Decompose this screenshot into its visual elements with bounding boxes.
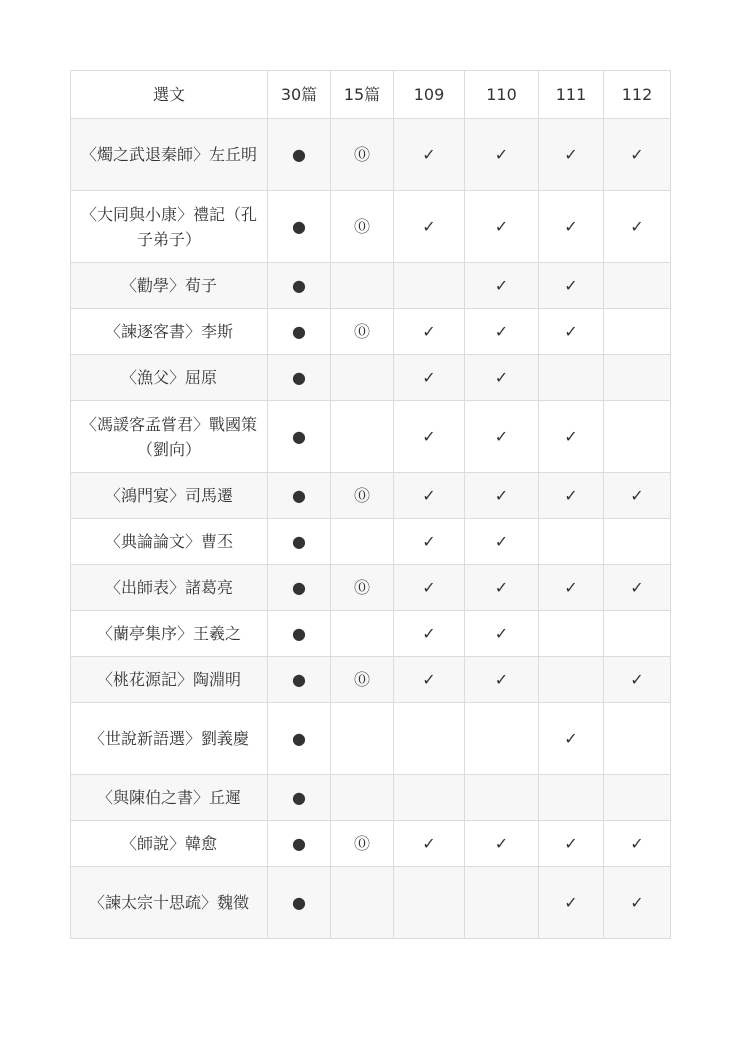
table-row — [71, 119, 671, 191]
circle-mark: ⓪ — [331, 309, 394, 355]
dot-mark: ● — [268, 775, 331, 821]
selection-title: 〈馮諼客孟嘗君〉戰國策（劉向） — [71, 401, 268, 473]
circle-mark: ⓪ — [331, 119, 394, 191]
empty-cell — [331, 703, 394, 775]
check-mark: ✓ — [604, 473, 671, 519]
table-row — [71, 775, 671, 821]
table-row — [71, 657, 671, 703]
empty-cell — [394, 775, 465, 821]
selection-title: 〈諫逐客書〉李斯 — [71, 309, 268, 355]
dot-mark: ● — [268, 519, 331, 565]
check-mark: ✓ — [539, 309, 604, 355]
empty-cell — [539, 775, 604, 821]
check-mark: ✓ — [465, 355, 539, 401]
check-mark: ✓ — [465, 657, 539, 703]
check-mark: ✓ — [465, 519, 539, 565]
dot-mark: ● — [268, 867, 331, 939]
empty-cell — [465, 703, 539, 775]
dot-mark: ● — [268, 355, 331, 401]
check-mark: ✓ — [604, 821, 671, 867]
selection-title: 〈出師表〉諸葛亮 — [71, 565, 268, 611]
selection-title: 〈桃花源記〉陶淵明 — [71, 657, 268, 703]
check-mark: ✓ — [394, 191, 465, 263]
column-header: 30篇 — [268, 71, 331, 119]
circle-mark: ⓪ — [331, 657, 394, 703]
empty-cell — [539, 657, 604, 703]
dot-mark: ● — [268, 119, 331, 191]
empty-cell — [331, 401, 394, 473]
check-mark: ✓ — [465, 263, 539, 309]
column-header: 111 — [539, 71, 604, 119]
check-mark: ✓ — [539, 565, 604, 611]
check-mark: ✓ — [394, 119, 465, 191]
check-mark: ✓ — [604, 565, 671, 611]
check-mark: ✓ — [394, 401, 465, 473]
circle-mark: ⓪ — [331, 191, 394, 263]
empty-cell — [394, 263, 465, 309]
selection-title: 〈勸學〉荀子 — [71, 263, 268, 309]
empty-cell — [331, 263, 394, 309]
table-row — [71, 519, 671, 565]
table-row — [71, 473, 671, 519]
empty-cell — [331, 355, 394, 401]
dot-mark: ● — [268, 263, 331, 309]
check-mark: ✓ — [604, 867, 671, 939]
dot-mark: ● — [268, 611, 331, 657]
empty-cell — [604, 775, 671, 821]
table-row — [71, 309, 671, 355]
check-mark: ✓ — [539, 821, 604, 867]
column-header: 15篇 — [331, 71, 394, 119]
table-row — [71, 703, 671, 775]
empty-cell — [539, 355, 604, 401]
dot-mark: ● — [268, 191, 331, 263]
table-row — [71, 401, 671, 473]
check-mark: ✓ — [394, 309, 465, 355]
empty-cell — [604, 611, 671, 657]
empty-cell — [331, 867, 394, 939]
check-mark: ✓ — [539, 703, 604, 775]
dot-mark: ● — [268, 401, 331, 473]
check-mark: ✓ — [539, 263, 604, 309]
empty-cell — [604, 309, 671, 355]
check-mark: ✓ — [394, 611, 465, 657]
check-mark: ✓ — [465, 191, 539, 263]
empty-cell — [539, 611, 604, 657]
selection-title: 〈蘭亭集序〉王羲之 — [71, 611, 268, 657]
dot-mark: ● — [268, 703, 331, 775]
dot-mark: ● — [268, 309, 331, 355]
empty-cell — [604, 703, 671, 775]
table-row — [71, 191, 671, 263]
check-mark: ✓ — [604, 191, 671, 263]
selection-title: 〈漁父〉屈原 — [71, 355, 268, 401]
empty-cell — [331, 519, 394, 565]
check-mark: ✓ — [465, 821, 539, 867]
check-mark: ✓ — [394, 821, 465, 867]
empty-cell — [539, 519, 604, 565]
table-row — [71, 263, 671, 309]
empty-cell — [604, 263, 671, 309]
circle-mark: ⓪ — [331, 821, 394, 867]
empty-cell — [604, 519, 671, 565]
check-mark: ✓ — [394, 657, 465, 703]
selection-title: 〈典論論文〉曹丕 — [71, 519, 268, 565]
empty-cell — [604, 355, 671, 401]
check-mark: ✓ — [465, 309, 539, 355]
dot-mark: ● — [268, 657, 331, 703]
check-mark: ✓ — [394, 473, 465, 519]
table-row — [71, 355, 671, 401]
check-mark: ✓ — [465, 401, 539, 473]
table-row — [71, 611, 671, 657]
empty-cell — [604, 401, 671, 473]
check-mark: ✓ — [539, 191, 604, 263]
header-row — [71, 71, 671, 119]
check-mark: ✓ — [465, 565, 539, 611]
empty-cell — [394, 703, 465, 775]
check-mark: ✓ — [465, 473, 539, 519]
dot-mark: ● — [268, 565, 331, 611]
column-header: 112 — [604, 71, 671, 119]
check-mark: ✓ — [394, 519, 465, 565]
check-mark: ✓ — [604, 119, 671, 191]
circle-mark: ⓪ — [331, 565, 394, 611]
table-row — [71, 821, 671, 867]
column-header: 110 — [465, 71, 539, 119]
selection-title: 〈諫太宗十思疏〉魏徵 — [71, 867, 268, 939]
selection-title: 〈師說〉韓愈 — [71, 821, 268, 867]
dot-mark: ● — [268, 821, 331, 867]
table-row — [71, 565, 671, 611]
column-header: 109 — [394, 71, 465, 119]
selection-title: 〈鴻門宴〉司馬遷 — [71, 473, 268, 519]
selection-title: 〈燭之武退秦師〉左丘明 — [71, 119, 268, 191]
check-mark: ✓ — [394, 355, 465, 401]
check-mark: ✓ — [539, 867, 604, 939]
selection-table — [70, 70, 671, 939]
check-mark: ✓ — [539, 401, 604, 473]
selection-title: 〈與陳伯之書〉丘遲 — [71, 775, 268, 821]
empty-cell — [331, 611, 394, 657]
selection-title: 〈世說新語選〉劉義慶 — [71, 703, 268, 775]
selection-title: 〈大同與小康〉禮記（孔子弟子） — [71, 191, 268, 263]
table-row — [71, 867, 671, 939]
check-mark: ✓ — [465, 119, 539, 191]
circle-mark: ⓪ — [331, 473, 394, 519]
check-mark: ✓ — [465, 611, 539, 657]
dot-mark: ● — [268, 473, 331, 519]
column-header: 選文 — [71, 71, 268, 119]
check-mark: ✓ — [539, 473, 604, 519]
empty-cell — [331, 775, 394, 821]
check-mark: ✓ — [604, 657, 671, 703]
empty-cell — [394, 867, 465, 939]
empty-cell — [465, 775, 539, 821]
empty-cell — [465, 867, 539, 939]
check-mark: ✓ — [539, 119, 604, 191]
check-mark: ✓ — [394, 565, 465, 611]
